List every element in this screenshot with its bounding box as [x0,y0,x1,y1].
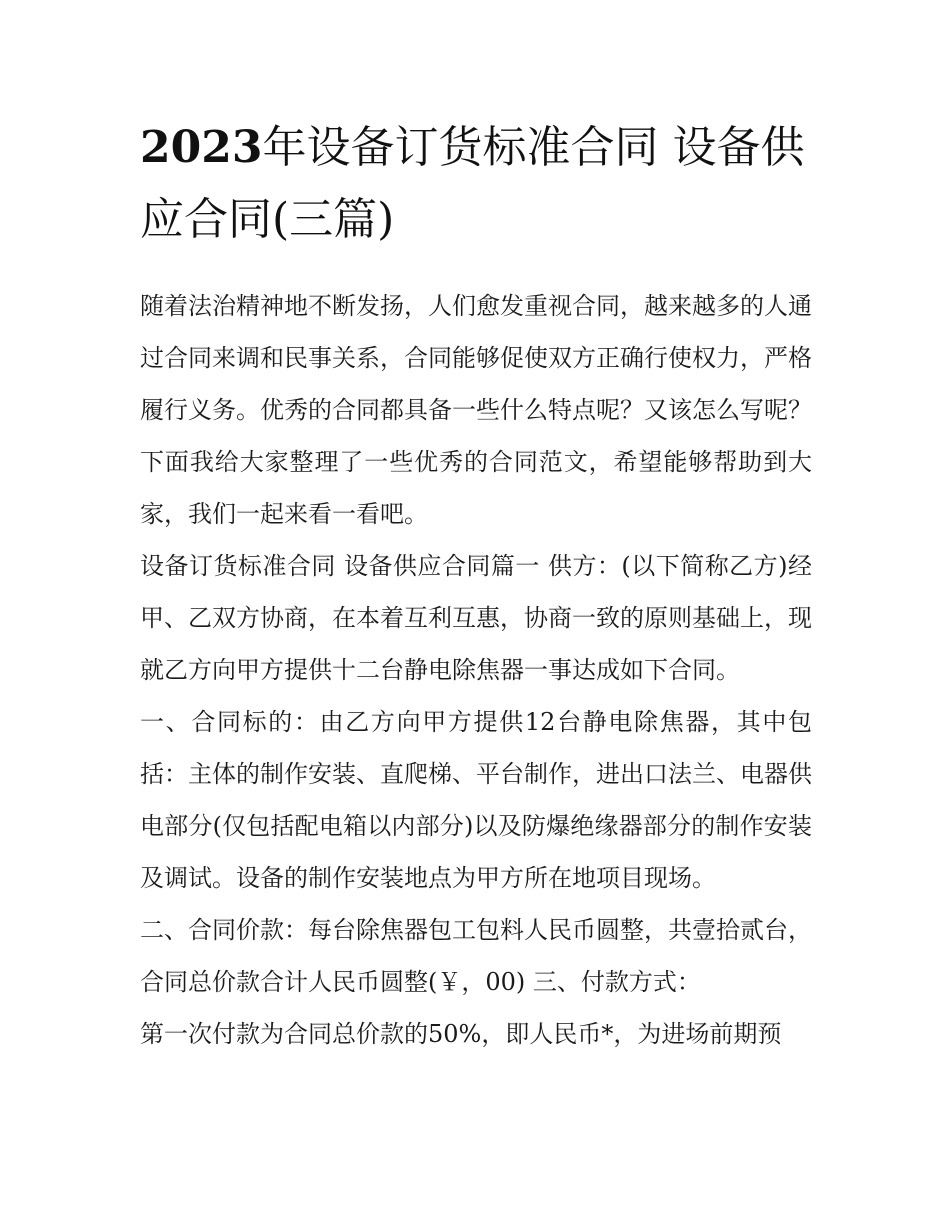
paragraph-intro: 随着法治精神地不断发扬，人们愈发重视合同，越来越多的人通过合同来调和民事关系，合同能够促使双方正确行使权力，严格履行义务。优秀的合同都具备一些什么特点呢？又该怎么写呢？下面我给大家整理了一些优秀的合同范文，希望能够帮助到大家，我们一起来看一看吧。 [140,292,812,528]
title-year: 2023 [140,122,263,173]
paragraph-clause-2: 二、合同价款：每台除焦器包工包料人民币圆整，共壹拾贰台，合同总价款合计人民币圆整(￥，00) 三、付款方式： [140,916,812,996]
title-text: 年设备订货标准合同 设备供应合同(三篇) [140,122,805,245]
paragraph-payment: 第一次付款为合同总价款的50%，即人民币*，为进场前期预 [140,1020,782,1048]
paragraph-supplier: 设备订货标准合同 设备供应合同篇一 供方：(以下简称乙方)经甲、乙双方协商，在本着互利互惠，协商一致的原则基础上，现就乙方向甲方提供十二台静电除焦器一事达成如下合同。 [140,552,812,684]
document-body [140,280,812,1060]
document-title [140,112,830,256]
paragraph-clause-1: 一、合同标的：由乙方向甲方提供12台静电除焦器，其中包括：主体的制作安装、直爬梯、平台制作，进出口法兰、电器供电部分(仅包括配电箱以内部分)以及防爆绝缘器部分的制作安装及调试。设备的制作安装地点为甲方所在地项目现场。 [140,708,812,892]
